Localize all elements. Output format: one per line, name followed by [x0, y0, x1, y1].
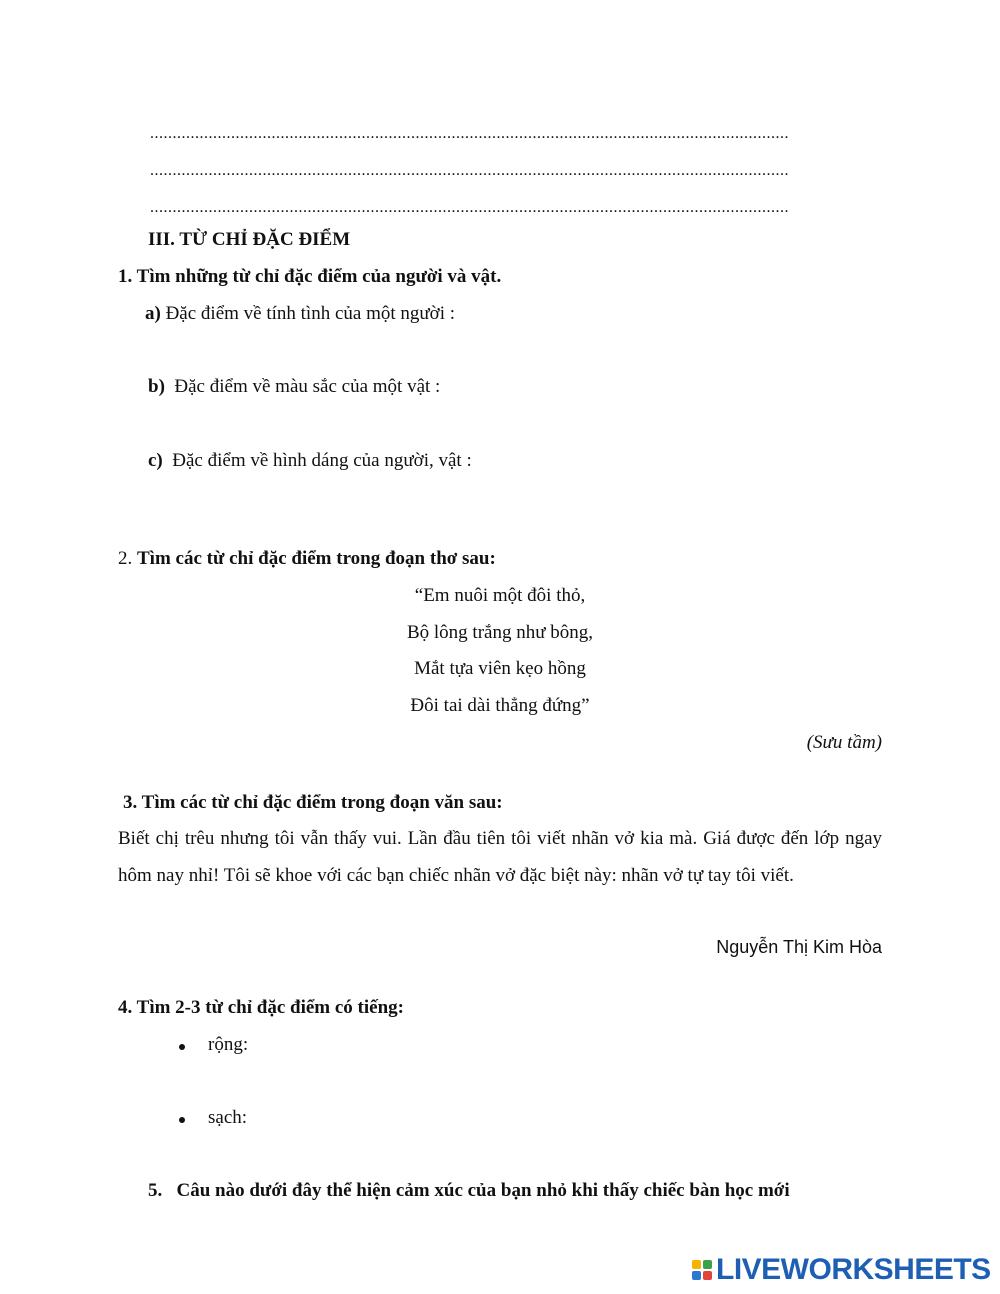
q1-c	[148, 450, 472, 472]
logo-tile	[692, 1260, 701, 1269]
q2-number: 2.	[118, 548, 133, 569]
logo-tile	[692, 1271, 701, 1280]
q1-a	[145, 303, 455, 325]
q3-heading	[123, 792, 503, 814]
logo-tile	[703, 1260, 712, 1269]
poem-line-4: Đôi tai dài thẳng đứng”	[410, 695, 590, 716]
q4-item-rong: rộng:	[208, 1034, 249, 1055]
q1-a-label: a)	[145, 303, 161, 324]
q1-b-text: Đặc điểm về màu sắc của một vật :	[174, 376, 441, 397]
q4-title: 4. Tìm 2-3 từ chỉ đặc điểm có tiếng:	[118, 997, 404, 1018]
answer-line-1[interactable]: ..............................................................................................................................................	[150, 125, 789, 142]
q1-a-text: Đặc điểm về tính tình của một người :	[165, 303, 456, 324]
poem-line-3: Mắt tựa viên kẹo hồng	[414, 658, 586, 679]
bullet-icon	[179, 1117, 185, 1123]
q3-number: 3	[123, 792, 133, 813]
q1-b-label: b)	[148, 376, 165, 397]
logo-tile	[703, 1271, 712, 1280]
q1-title: 1. Tìm những từ chỉ đặc điểm của người và vật.	[118, 266, 502, 287]
q1-b	[148, 376, 440, 398]
q3-title: . Tìm các từ chỉ đặc điểm trong đoạn văn sau:	[132, 792, 503, 813]
logo-mark-icon	[692, 1260, 712, 1280]
answer-line-3[interactable]: ..............................................................................................................................................	[150, 199, 789, 216]
q1-c-label: c)	[148, 450, 163, 471]
q2-title: Tìm các từ chỉ đặc điểm trong đoạn thơ sau:	[137, 548, 496, 569]
section-title: III. TỪ CHỈ ĐẶC ĐIỂM	[148, 229, 351, 250]
liveworksheets-logo	[692, 1255, 991, 1285]
q1-c-text: Đặc điểm về hình dáng của người, vật :	[172, 450, 472, 471]
logo-text: LIVEWORKSHEETS	[716, 1253, 991, 1286]
q2-heading	[118, 548, 496, 570]
q4-item-sach: sạch:	[208, 1107, 248, 1128]
poem-line-1: “Em nuôi một đôi thỏ,	[414, 585, 586, 606]
answer-line-2[interactable]: ..............................................................................................................................................	[150, 162, 789, 179]
q3-passage: Biết chị trêu nhưng tôi vẫn thấy vui. Lần đầu tiên tôi viết nhãn vở kia mà. Giá được đến lớp ngay hôm nay nhỉ! Tôi sẽ khoe với các bạn chiếc nhãn vở đặc biệt này: nhãn vở tự tay tôi viết.	[118, 828, 882, 886]
q5-title: Câu nào dưới đây thể hiện cảm xúc của bạn nhỏ khi thấy chiếc bàn học mới	[176, 1180, 790, 1201]
poem-line-2: Bộ lông trắng như bông,	[406, 622, 594, 643]
q5-heading	[148, 1180, 790, 1202]
q5-number: 5.	[148, 1180, 163, 1201]
q3-author: Nguyễn Thị Kim Hòa	[716, 937, 882, 957]
bullet-icon	[179, 1044, 185, 1050]
poem-source: (Sưu tầm)	[806, 732, 882, 753]
